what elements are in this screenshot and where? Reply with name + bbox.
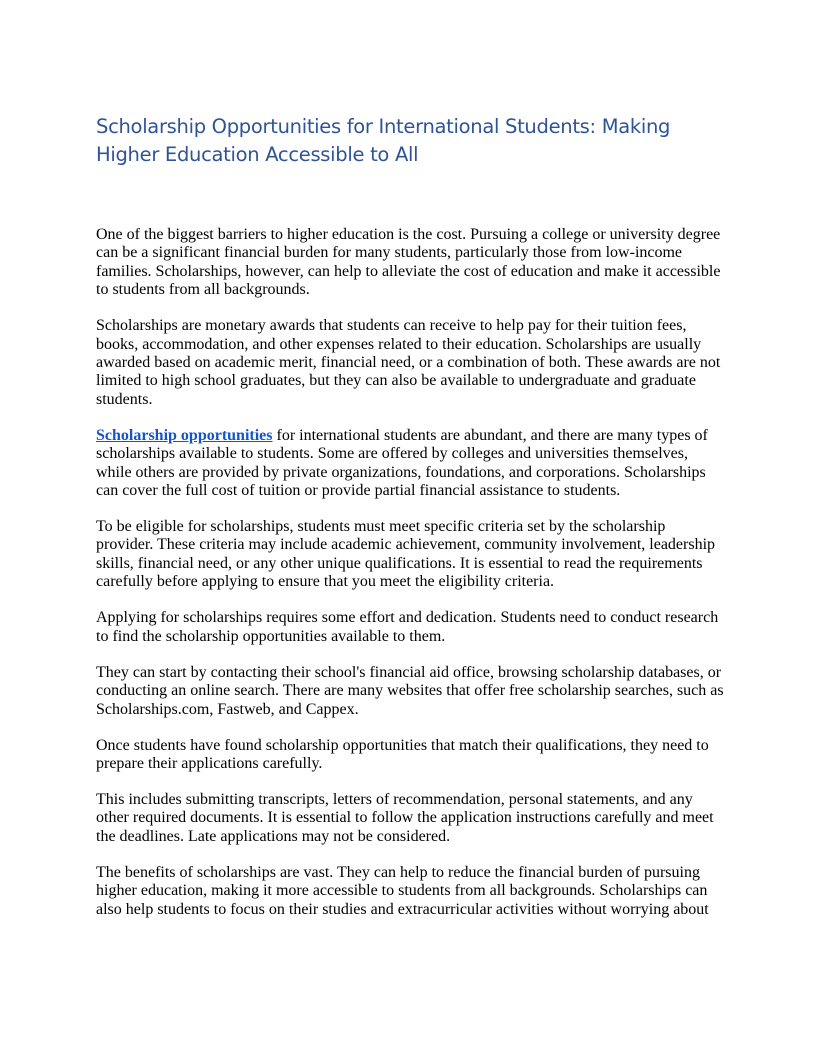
- document-title: Scholarship Opportunities for International Students: Making Higher Education Accessible to All: [96, 115, 671, 166]
- scholarship-opportunities-link[interactable]: Scholarship opportunities: [96, 426, 273, 444]
- paragraph-matching: Once students have found scholarship opportunities that match their qualifications, they need to prepare their applications carefully.: [96, 736, 709, 772]
- paragraph-benefits: The benefits of scholarships are vast. They can help to reduce the financial burden of pursuing higher education, making it more accessible to students from all backgrounds. Scholarships can also help students to focus on their studies and extracurricular activities without worrying about: [96, 863, 709, 918]
- paragraph-cost-barrier: One of the biggest barriers to higher education is the cost. Pursuing a college or university degree can be a significant financial burden for many students, particularly those from low-income families. Scholarships, however, can help to alleviate the cost of education and make it accessible to students from all backgrounds.: [96, 226, 721, 299]
- paragraph-eligibility: To be eligible for scholarships, students must meet specific criteria set by the scholarship provider. These criteria may include academic achievement, community involvement, leadership skills, financial need, or any other unique qualifications. It is essential to read the requirements carefully before applying to ensure that you meet the eligibility criteria.: [96, 518, 716, 591]
- paragraph-searching: They can start by contacting their school's financial aid office, browsing scholarship databases, or conducting an online search. There are many websites that offer free scholarship searches, such as Scholarships.com, Fastweb, and Cappex.: [96, 663, 724, 718]
- paragraph-requirements: This includes submitting transcripts, letters of recommendation, personal statements, and any other required documents. It is essential to follow the application instructions carefully and meet the deadlines. Late applications may not be considered.: [96, 790, 714, 845]
- paragraph-opportunities: [96, 427, 726, 501]
- paragraph-definition: Scholarships are monetary awards that students can receive to help pay for their tuition fees, books, accommodation, and other expenses related to their education. Scholarships are usually awarded based on academic merit, financial need, or a combination of both. These awards are not limited to high school graduates, but they can also be available to undergraduate and graduate students.: [96, 317, 721, 408]
- paragraph-opportunities-text: for international students are abundant, and there are many types of scholarships available to students. Some are offered by colleges and universities themselves, while others are provided by private organizations, foundations, and corporations. Scholarships can cover the full cost of tuition or provide partial financial assistance to students.: [96, 426, 708, 500]
- document-body: [96, 226, 726, 937]
- paragraph-applying: Applying for scholarships requires some effort and dedication. Students need to conduct research to find the scholarship opportunities available to them.: [96, 609, 719, 645]
